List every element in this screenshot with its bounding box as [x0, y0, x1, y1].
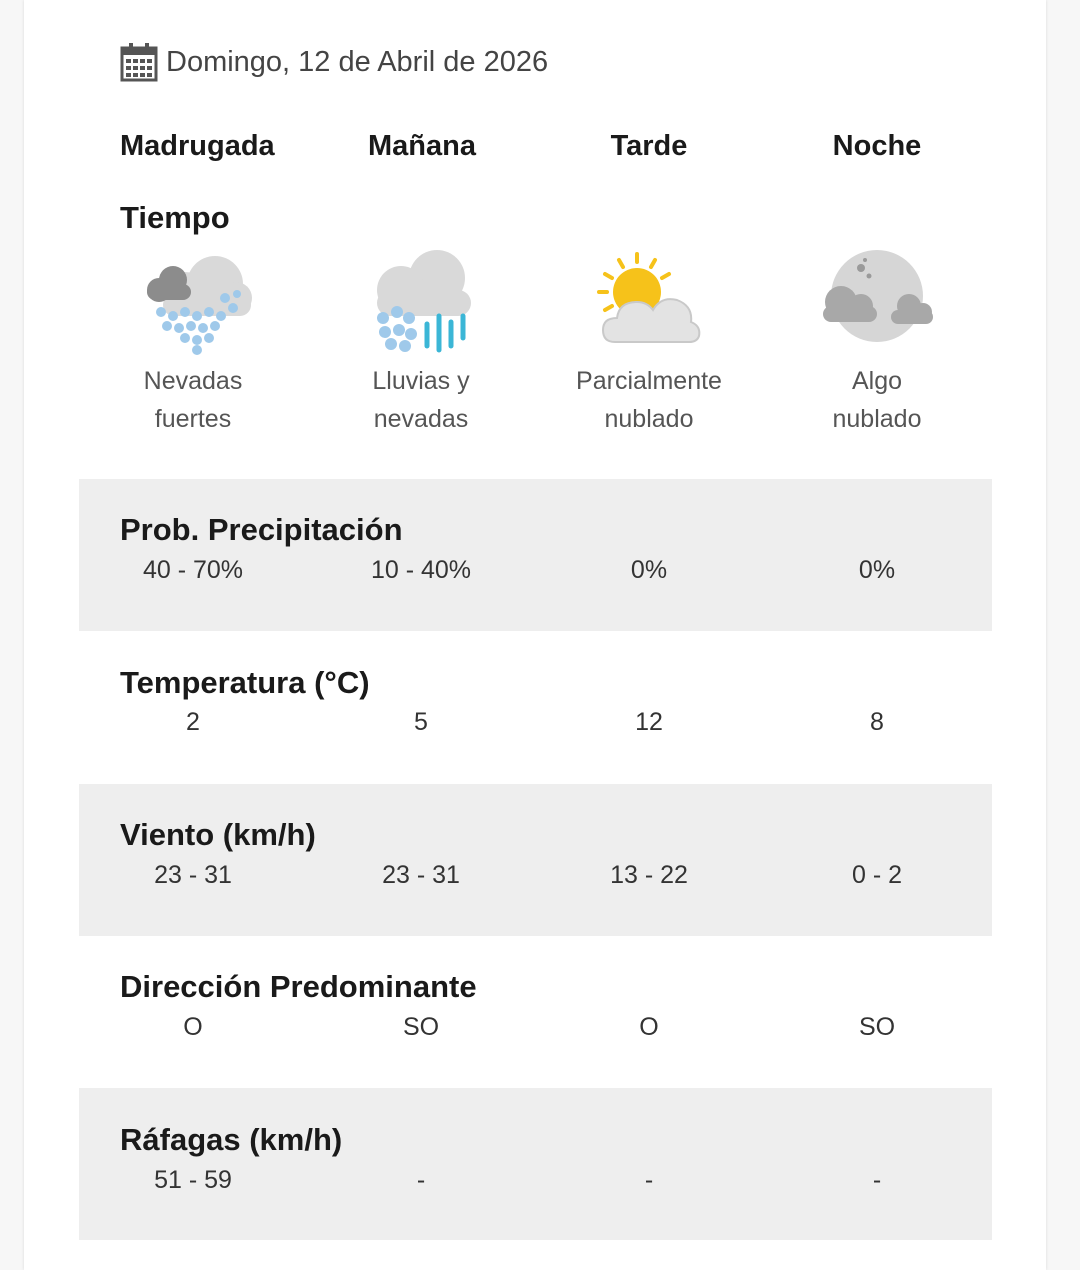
- wind-direction-manana: SO: [402, 1013, 440, 1041]
- calendar-icon: [120, 42, 158, 82]
- precip-prob-title: Prob. Precipitación: [120, 512, 403, 547]
- forecast-card: [24, 0, 1046, 1270]
- weather-icon-noche: [763, 246, 991, 358]
- period-tarde: Tarde: [610, 130, 688, 162]
- wind-direction-title: Dirección Predominante: [120, 969, 477, 1004]
- weather-desc-noche: Algo nublado: [832, 367, 922, 433]
- wind-title: Viento (km/h): [120, 817, 316, 852]
- period-manana: Mañana: [368, 130, 476, 162]
- wind-direction-tarde: O: [639, 1013, 659, 1041]
- precip-prob-tarde: 0%: [630, 556, 668, 584]
- wind-manana: 23 - 31: [382, 861, 460, 889]
- precip-prob-manana: 10 - 40%: [370, 556, 472, 584]
- temperature-title: Temperatura (°C): [120, 665, 370, 700]
- gusts-manana: -: [416, 1166, 426, 1194]
- partly-cloudy-icon: [589, 246, 709, 356]
- date-text: Domingo, 12 de Abril de 2026: [166, 46, 549, 78]
- weather-icon-tarde: [535, 246, 763, 358]
- rain-and-snow-icon: [361, 246, 481, 356]
- weather-desc-tarde: Parcialmente nublado: [576, 367, 722, 433]
- gusts-madrugada: 51 - 59: [154, 1166, 232, 1194]
- night-cloudy-icon: [817, 246, 937, 356]
- weather-title: Tiempo: [120, 200, 230, 235]
- weather-icon-manana: [307, 246, 535, 358]
- temperature-tarde: 12: [635, 708, 663, 736]
- weather-desc-madrugada: Nevadas fuertes: [143, 367, 243, 433]
- wind-tarde: 13 - 22: [610, 861, 688, 889]
- precip-prob-noche: 0%: [858, 556, 896, 584]
- weather-desc-manana: Lluvias y nevadas: [372, 367, 470, 433]
- temperature-madrugada: 2: [186, 708, 200, 736]
- gusts-title: Ráfagas (km/h): [120, 1122, 343, 1157]
- wind-direction-madrugada: O: [183, 1013, 203, 1041]
- date-row: [120, 38, 548, 86]
- wind-noche: 0 - 2: [851, 861, 903, 889]
- gusts-noche: -: [872, 1166, 882, 1194]
- wind-madrugada: 23 - 31: [154, 861, 232, 889]
- period-madrugada: Madrugada: [120, 130, 275, 162]
- period-noche: Noche: [832, 130, 922, 162]
- gusts-tarde: -: [644, 1166, 654, 1194]
- wind-direction-noche: SO: [858, 1013, 896, 1041]
- weather-icon-madrugada: [79, 246, 307, 358]
- temperature-manana: 5: [414, 708, 428, 736]
- heavy-snow-icon: [133, 246, 253, 356]
- precip-prob-madrugada: 40 - 70%: [142, 556, 244, 584]
- temperature-noche: 8: [870, 708, 884, 736]
